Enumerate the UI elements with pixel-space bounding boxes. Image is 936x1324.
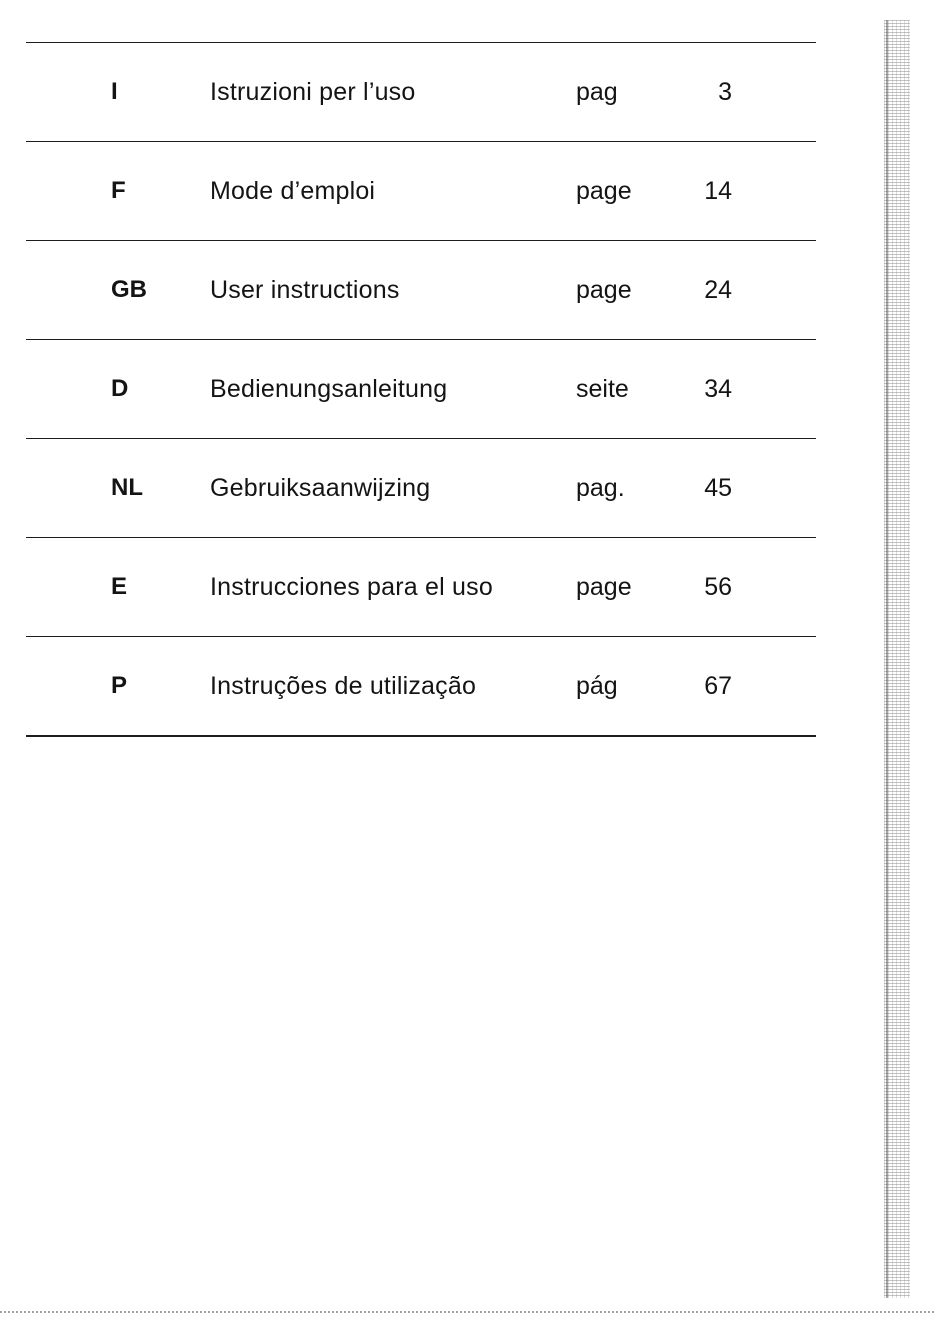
toc-row-dutch xyxy=(26,439,816,537)
page-number: 56 xyxy=(704,573,732,601)
divider-line xyxy=(26,735,816,737)
page-word: pag xyxy=(576,78,618,106)
page-word: seite xyxy=(576,375,629,403)
section-title: Mode d’emploi xyxy=(210,177,376,205)
page-word: pag. xyxy=(576,474,625,502)
page-word: page xyxy=(576,177,632,205)
toc-row-spanish xyxy=(26,538,816,636)
toc-row-german xyxy=(26,340,816,438)
page-number: 24 xyxy=(704,276,732,304)
page-number: 3 xyxy=(718,78,732,106)
toc-row-italian xyxy=(26,43,816,141)
page-word: pág xyxy=(576,672,618,700)
scan-edge-line xyxy=(886,20,888,1298)
language-code: NL xyxy=(111,474,143,501)
toc-row-portuguese xyxy=(26,637,816,735)
page-number: 45 xyxy=(704,474,732,502)
language-table-of-contents xyxy=(26,42,816,737)
page-number: 14 xyxy=(704,177,732,205)
language-code: E xyxy=(111,573,128,600)
language-code: D xyxy=(111,375,129,402)
section-title: Istruzioni per l’uso xyxy=(210,78,416,106)
language-code: F xyxy=(111,177,126,204)
toc-row-english xyxy=(26,241,816,339)
language-code: I xyxy=(111,78,118,105)
toc-row-french xyxy=(26,142,816,240)
language-code: P xyxy=(111,672,128,699)
section-title: Bedienungsanleitung xyxy=(210,375,448,403)
section-title: Instrucciones para el uso xyxy=(210,573,493,601)
section-title: Gebruiksaanwijzing xyxy=(210,474,431,502)
page-word: page xyxy=(576,573,632,601)
section-title: User instructions xyxy=(210,276,400,304)
language-code: GB xyxy=(111,276,147,303)
scan-bottom-edge xyxy=(0,1311,936,1313)
page-number: 34 xyxy=(704,375,732,403)
page-number: 67 xyxy=(704,672,732,700)
page-word: page xyxy=(576,276,632,304)
section-title: Instruções de utilização xyxy=(210,672,477,700)
